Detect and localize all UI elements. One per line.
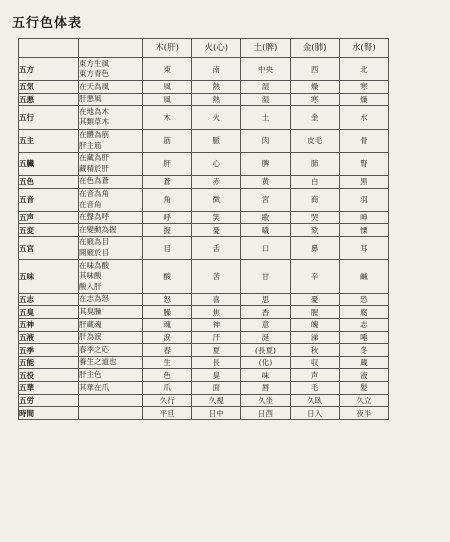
table-row (19, 407, 389, 420)
cell-value: 熱 (192, 81, 241, 94)
cell-value: 日入 (290, 407, 339, 420)
row-subject-line: 在天為風 (79, 81, 109, 91)
cell-value: 火 (192, 106, 241, 129)
cell-value: 心 (192, 152, 241, 175)
row-subject-line: 肝為涙 (79, 332, 102, 342)
cell-value: 喜 (192, 293, 241, 306)
cell-value: 恐 (339, 293, 388, 306)
cell-value: 筋 (143, 129, 192, 152)
table-row (19, 58, 389, 81)
row-subject-line: 東方青色 (79, 69, 109, 79)
cell-value: 香 (241, 306, 290, 319)
row-subject-line: 肝主色 (79, 369, 102, 379)
row-category: 五役 (19, 369, 79, 382)
table-row (19, 175, 389, 188)
cell-value: 慄 (339, 224, 388, 237)
cell-value: 汗 (192, 331, 241, 344)
cell-value: 腐 (339, 306, 388, 319)
cell-value: 白 (290, 175, 339, 188)
cell-value: 湿 (241, 93, 290, 106)
cell-value: 黄 (241, 175, 290, 188)
row-subject (79, 293, 143, 306)
row-subject-line: 酸入肝 (79, 281, 102, 291)
cell-value: 秋 (290, 344, 339, 357)
cell-value: 角 (143, 188, 192, 211)
row-subject-line: 肝主筋 (79, 140, 102, 150)
cell-value: 髪 (339, 382, 388, 395)
row-subject-line (79, 408, 142, 419)
cell-value: 唾 (339, 331, 388, 344)
cell-value: 平旦 (143, 407, 192, 420)
cell-value: 燥 (290, 81, 339, 94)
row-subject-line: 在音為角 (79, 189, 109, 199)
row-category: 五気 (19, 81, 79, 94)
row-subject (79, 394, 143, 407)
cell-value: 臊 (143, 306, 192, 319)
row-subject (79, 236, 143, 259)
cell-value: 骨 (339, 129, 388, 152)
cell-value: 収 (290, 356, 339, 369)
row-subject (79, 344, 143, 357)
table-row (19, 306, 389, 319)
cell-value: (長夏) (241, 344, 290, 357)
cell-value: 風 (143, 93, 192, 106)
row-subject-line: 其臭臊 (79, 306, 102, 316)
header-empty (19, 39, 79, 58)
row-category: 五色 (19, 175, 79, 188)
row-subject-line: 肝蔵魂 (79, 319, 102, 329)
cell-value: 歌 (241, 211, 290, 224)
cell-value: 土 (241, 106, 290, 129)
cell-value: 思 (241, 293, 290, 306)
cell-value: 日中 (192, 407, 241, 420)
five-elements-table (18, 38, 389, 420)
cell-value: 日西 (241, 407, 290, 420)
row-subject (79, 407, 143, 420)
column-header: 金(肺) (290, 39, 339, 58)
cell-value: 南 (192, 58, 241, 81)
row-subject-line: 在聲為呼 (79, 212, 109, 222)
cell-value: 涙 (143, 331, 192, 344)
cell-value: 憂 (290, 293, 339, 306)
table-row (19, 293, 389, 306)
cell-value: 魄 (290, 319, 339, 332)
cell-value: 宮 (241, 188, 290, 211)
cell-value: 黒 (339, 175, 388, 188)
cell-value: 久臥 (290, 394, 339, 407)
cell-value: 寒 (290, 93, 339, 106)
cell-value: 魂 (143, 319, 192, 332)
cell-value: 北 (339, 58, 388, 81)
cell-value: 耳 (339, 236, 388, 259)
column-header: 木(肝) (143, 39, 192, 58)
table-row (19, 319, 389, 332)
cell-value: 東 (143, 58, 192, 81)
cell-value: 夏 (192, 344, 241, 357)
row-subject-line: 其華在爪 (79, 382, 109, 392)
cell-value: 燥 (339, 93, 388, 106)
cell-value: 久坐 (241, 394, 290, 407)
row-subject (79, 319, 143, 332)
row-subject (79, 260, 143, 294)
row-subject (79, 188, 143, 211)
cell-value: 目 (143, 236, 192, 259)
cell-value: 冬 (339, 344, 388, 357)
cell-value: 湿 (241, 81, 290, 94)
cell-value: 生 (143, 356, 192, 369)
cell-value: 呻 (339, 211, 388, 224)
cell-value: 久立 (339, 394, 388, 407)
cell-value: 怒 (143, 293, 192, 306)
table-row (19, 93, 389, 106)
cell-value: 肺 (290, 152, 339, 175)
cell-value: 熱 (192, 93, 241, 106)
row-subject (79, 331, 143, 344)
row-subject-line (79, 395, 142, 406)
row-subject (79, 382, 143, 395)
cell-value: 涎 (241, 331, 290, 344)
cell-value: 木 (143, 106, 192, 129)
cell-value: 金 (290, 106, 339, 129)
cell-value: 哭 (290, 211, 339, 224)
row-subject (79, 211, 143, 224)
cell-value: 毛 (290, 382, 339, 395)
cell-value: 焦 (192, 306, 241, 319)
table-row (19, 224, 389, 237)
row-subject (79, 369, 143, 382)
cell-value: 赤 (192, 175, 241, 188)
row-subject-line: 東方生風 (79, 58, 109, 68)
row-subject (79, 152, 143, 175)
cell-value: 欬 (290, 224, 339, 237)
row-subject-line: 其類草木 (79, 117, 109, 127)
cell-value: 涕 (290, 331, 339, 344)
cell-value: 皮毛 (290, 129, 339, 152)
row-category: 五液 (19, 331, 79, 344)
row-category: 五神 (19, 319, 79, 332)
row-subject-line: 藏精於肝 (79, 163, 109, 173)
row-category: 五方 (19, 58, 79, 81)
cell-value: 中央 (241, 58, 290, 81)
table-row (19, 331, 389, 344)
cell-value: 意 (241, 319, 290, 332)
row-category: 五行 (19, 106, 79, 129)
row-subject-line: 其味酸 (79, 271, 102, 281)
cell-value: 呼 (143, 211, 192, 224)
cell-value: 笑 (192, 211, 241, 224)
table-row (19, 211, 389, 224)
cell-value: 噦 (241, 224, 290, 237)
cell-value: 神 (192, 319, 241, 332)
cell-value: 鼻 (290, 236, 339, 259)
row-subject-line: 在地為木 (79, 106, 109, 116)
row-subject (79, 129, 143, 152)
cell-value: 甘 (241, 260, 290, 294)
row-category: 五官 (19, 236, 79, 259)
cell-value: 肝 (143, 152, 192, 175)
cell-value: 志 (339, 319, 388, 332)
header-empty (79, 39, 143, 58)
row-subject-line: 在色為蒼 (79, 176, 109, 186)
cell-value: 徴 (192, 188, 241, 211)
row-subject-line: 在味為酸 (79, 260, 109, 270)
cell-value: 辛 (290, 260, 339, 294)
table-header-row (19, 39, 389, 58)
row-category: 五主 (19, 129, 79, 152)
cell-value: 商 (290, 188, 339, 211)
table-row (19, 394, 389, 407)
cell-value: 春 (143, 344, 192, 357)
cell-value: 蔵 (339, 356, 388, 369)
row-category: 五味 (19, 260, 79, 294)
cell-value: 舌 (192, 236, 241, 259)
row-category: 五志 (19, 293, 79, 306)
cell-value: 長 (192, 356, 241, 369)
cell-value: 蒼 (143, 175, 192, 188)
column-header: 水(腎) (339, 39, 388, 58)
row-category: 五変 (19, 224, 79, 237)
column-header: 土(脾) (241, 39, 290, 58)
row-subject (79, 356, 143, 369)
cell-value: (化) (241, 356, 290, 369)
table-row (19, 356, 389, 369)
row-subject (79, 224, 143, 237)
cell-value: 握 (143, 224, 192, 237)
cell-value: 西 (290, 58, 339, 81)
cell-value: 面 (192, 382, 241, 395)
row-category: 五労 (19, 394, 79, 407)
cell-value: 久視 (192, 394, 241, 407)
cell-value: 憂 (192, 224, 241, 237)
table-row (19, 382, 389, 395)
cell-value: 水 (339, 106, 388, 129)
table-row (19, 369, 389, 382)
row-subject-line: 在藏為肝 (79, 153, 109, 163)
table-row (19, 236, 389, 259)
row-subject-line: 在變動為握 (79, 224, 117, 234)
cell-value: 夜半 (339, 407, 388, 420)
row-subject (79, 81, 143, 94)
row-subject-line: 肝悪風 (79, 94, 102, 104)
row-category: 五臭 (19, 306, 79, 319)
table-row (19, 81, 389, 94)
cell-value: 苦 (192, 260, 241, 294)
cell-value: 肉 (241, 129, 290, 152)
table-row (19, 344, 389, 357)
cell-value: 鹹 (339, 260, 388, 294)
row-subject-line: 在竅為目 (79, 237, 109, 247)
cell-value: 脾 (241, 152, 290, 175)
row-subject-line: 開竅於目 (79, 248, 109, 257)
cell-value: 爪 (143, 382, 192, 395)
row-category: 五声 (19, 211, 79, 224)
row-subject-line: 養生之道也 (79, 357, 117, 367)
table-row (19, 129, 389, 152)
row-category: 五能 (19, 356, 79, 369)
row-subject (79, 58, 143, 81)
row-category: 五華 (19, 382, 79, 395)
table-row (19, 260, 389, 294)
cell-value: 寒 (339, 81, 388, 94)
cell-value: 久行 (143, 394, 192, 407)
cell-value: 唇 (241, 382, 290, 395)
row-subject-line: 春季之応 (79, 344, 109, 354)
row-subject-line: 在音角 (79, 199, 102, 209)
cell-value: 色 (143, 369, 192, 382)
row-category: 五季 (19, 344, 79, 357)
cell-value: 腥 (290, 306, 339, 319)
table-row (19, 152, 389, 175)
cell-value: 声 (290, 369, 339, 382)
cell-value: 口 (241, 236, 290, 259)
row-subject-line: 在志為怒 (79, 294, 109, 304)
table-row (19, 188, 389, 211)
row-category: 時間 (19, 407, 79, 420)
row-category: 五音 (19, 188, 79, 211)
page-title: 五行色体表 (12, 16, 83, 31)
cell-value: 味 (241, 369, 290, 382)
row-subject-line: 在體為筋 (79, 130, 109, 140)
column-header: 火(心) (192, 39, 241, 58)
row-subject (79, 175, 143, 188)
cell-value: 液 (339, 369, 388, 382)
cell-value: 酸 (143, 260, 192, 294)
row-subject (79, 93, 143, 106)
table-body (19, 58, 389, 420)
cell-value: 風 (143, 81, 192, 94)
cell-value: 脈 (192, 129, 241, 152)
cell-value: 臭 (192, 369, 241, 382)
row-category: 五臓 (19, 152, 79, 175)
row-category: 五悪 (19, 93, 79, 106)
cell-value: 腎 (339, 152, 388, 175)
table-row (19, 106, 389, 129)
row-subject (79, 306, 143, 319)
cell-value: 羽 (339, 188, 388, 211)
row-subject (79, 106, 143, 129)
